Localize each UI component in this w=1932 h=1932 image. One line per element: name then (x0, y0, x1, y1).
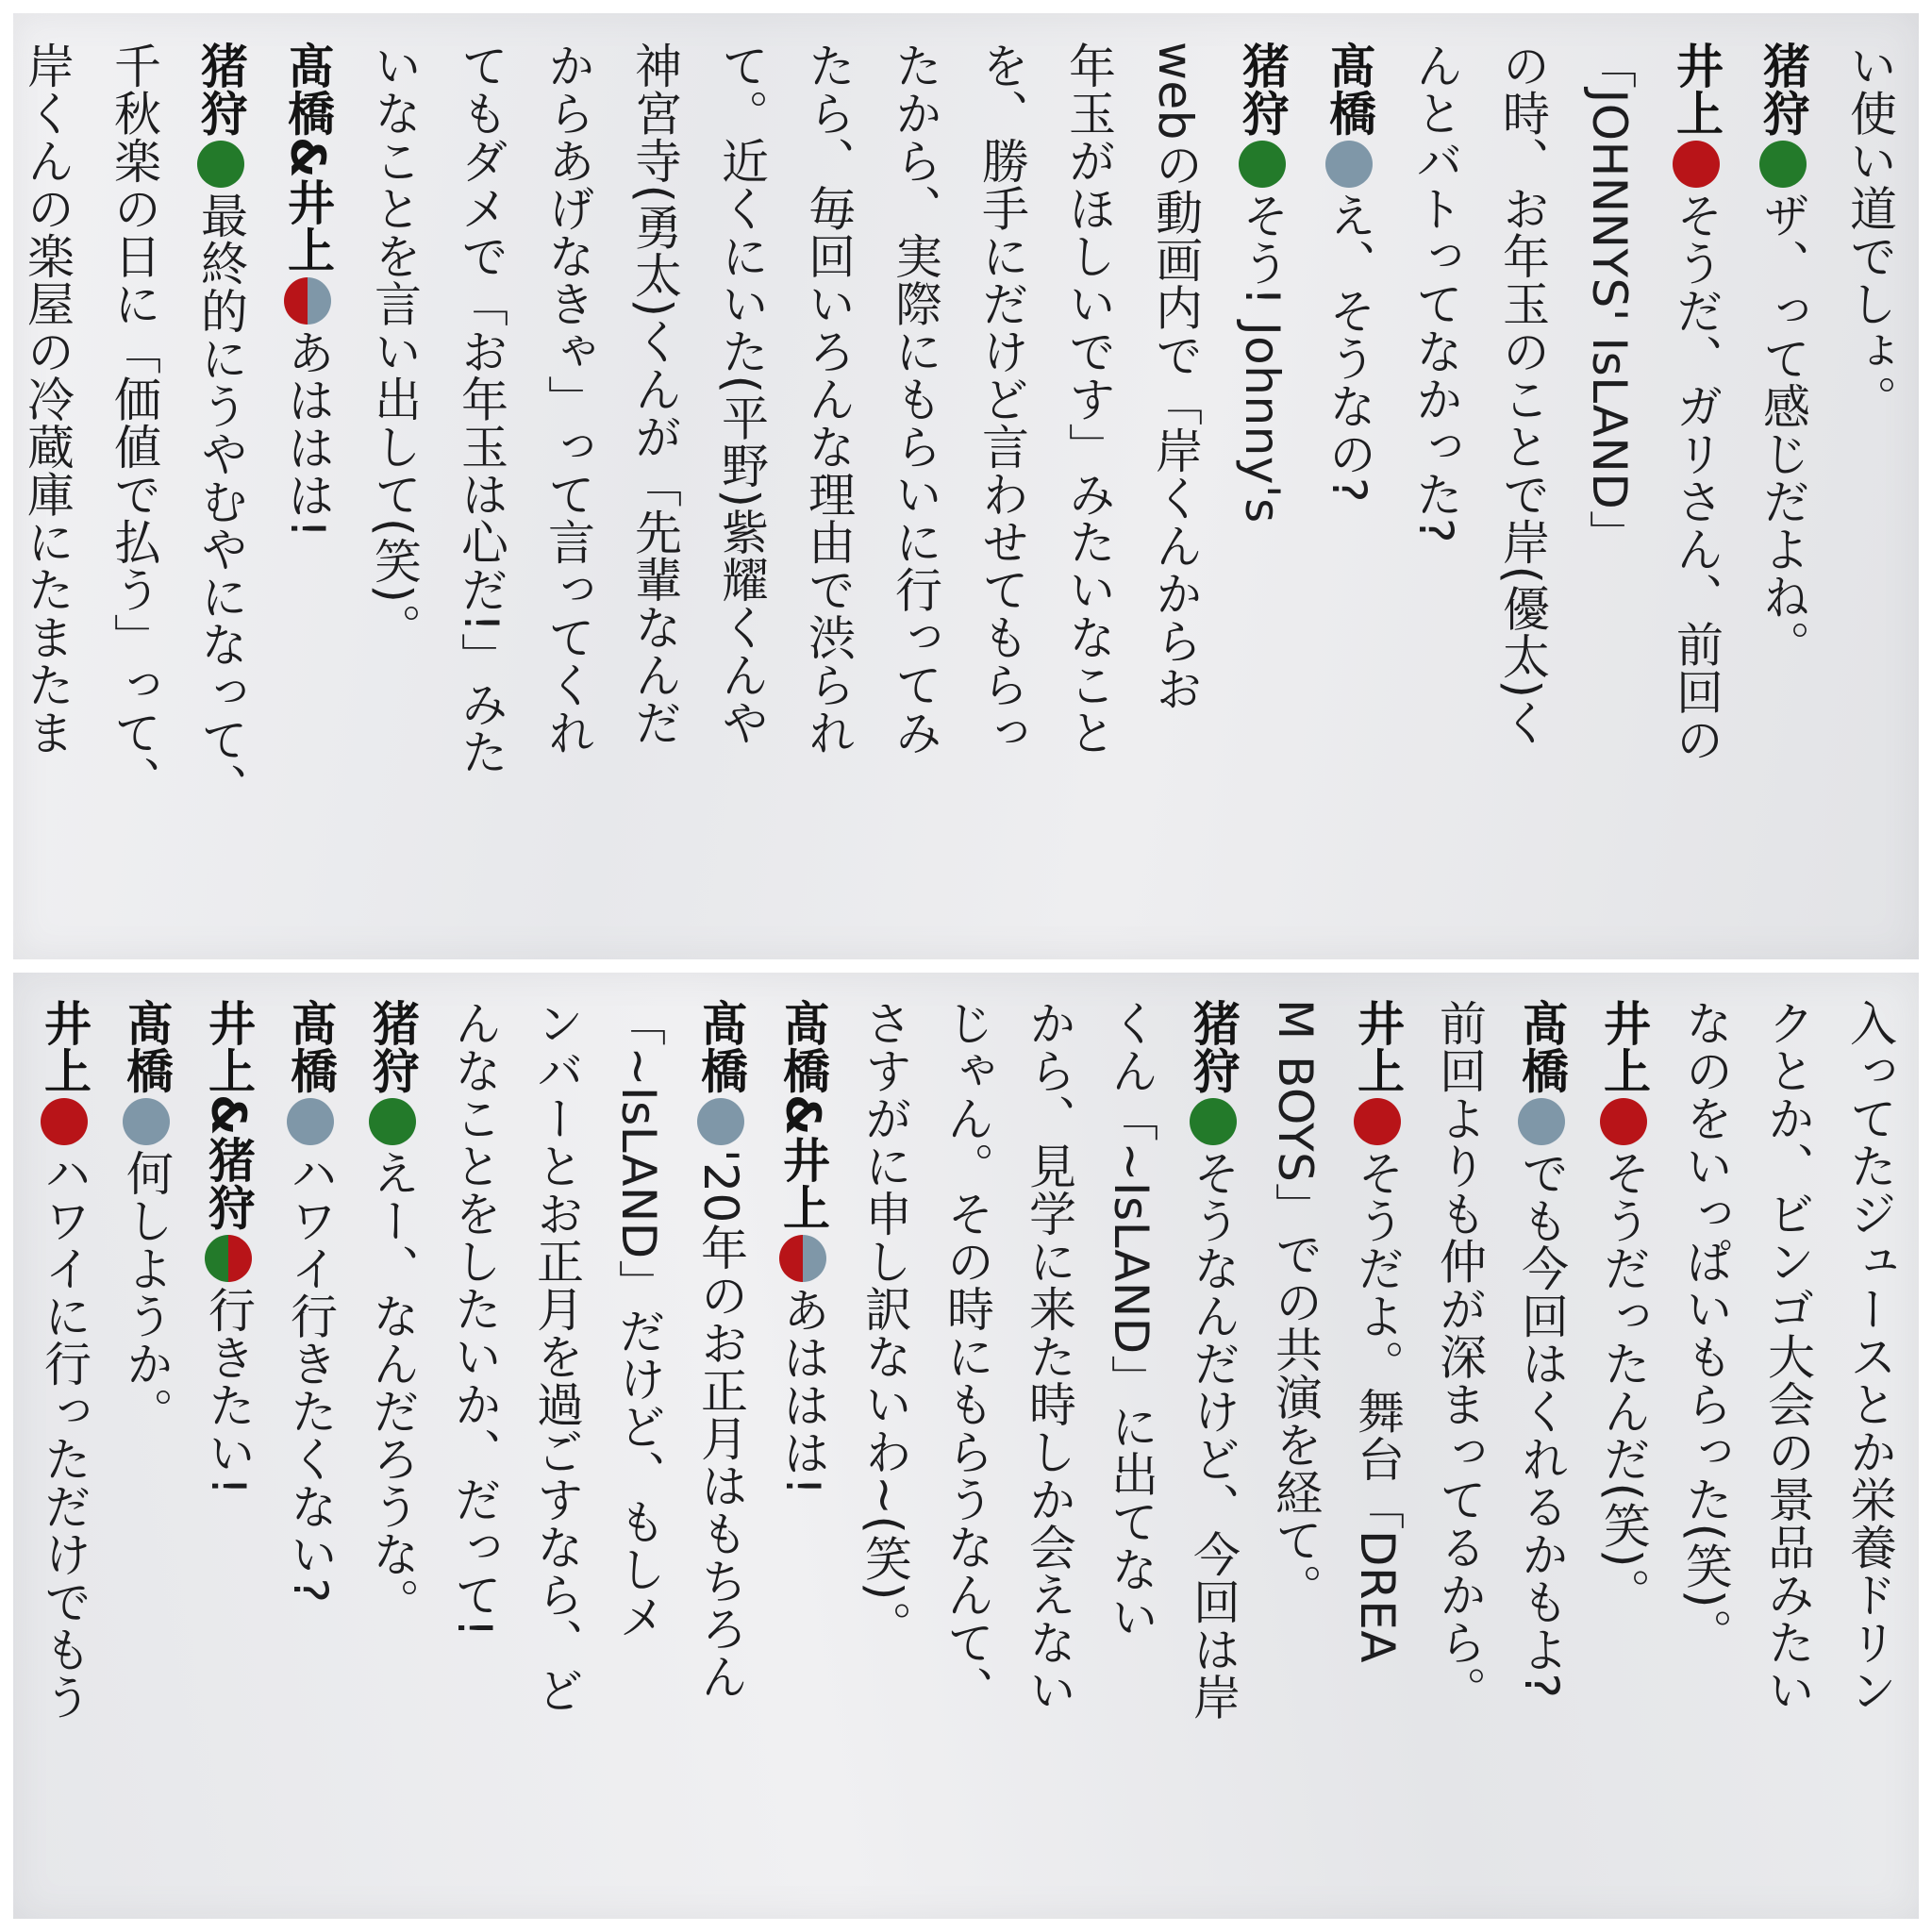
dialogue-line-speaker (759, 999, 846, 1496)
line-text: じゃん。その時にもらうなんて、 (940, 999, 994, 1714)
speaker-name: 髙橋 (283, 999, 338, 1094)
dialogue-line (431, 999, 518, 1638)
line-text: クとか、ビンゴ大会の景品みたい (1760, 999, 1815, 1714)
line-text: そうなんだけど、今回は岸 (1186, 1149, 1241, 1721)
dialogue-line-speaker (267, 999, 354, 1604)
line-text: たから、実際にもらいに行ってみ (888, 42, 942, 757)
dialogue-line-speaker (1498, 999, 1585, 1699)
line-text: なのをいっぱいもらった(笑)。 (1678, 999, 1733, 1657)
dialogue-line (1566, 42, 1653, 558)
line-text: そうだ、ガリさん、前回の (1669, 192, 1724, 763)
speaker-gray-dot-icon (1518, 1098, 1565, 1145)
line-text: 「~IsLAND」だけど、もしメ (611, 999, 666, 1641)
speaker-name: 髙橋&井上 (280, 42, 335, 275)
line-text: '20年のお正月はもちろん (693, 1149, 748, 1700)
line-text: 岸くんの楽屋の冷蔵庫にたまたま (20, 42, 75, 757)
speaker-name: 井上&猪狩 (201, 999, 256, 1232)
line-text: え、そうなの? (1322, 192, 1376, 504)
line-text: M BOYS」での共演を経て。 (1268, 999, 1323, 1611)
dialogue-line (785, 42, 872, 757)
line-text: 「JOHNNYS' IsLAND」 (1582, 42, 1637, 558)
line-text: を、勝手にだけど言わせてもらっ (974, 42, 1029, 757)
dialogue-line (513, 999, 600, 1714)
dialogue-line (1252, 999, 1339, 1611)
dialogue-line-speaker (1306, 42, 1392, 503)
dialogue-line (841, 999, 928, 1648)
speaker-red-dot-icon (1600, 1098, 1647, 1145)
dialogue-line (1744, 999, 1831, 1714)
line-text: てもダメで「お年玉は心だ!」みた (454, 42, 508, 776)
speaker-name: 猪狩 (1186, 999, 1241, 1094)
speaker-gray-dot-icon (123, 1098, 170, 1145)
line-text: 年玉がほしいです」みたいなこと (1061, 42, 1116, 757)
line-text: ンバーとお正月を過ごすなら、ど (529, 999, 584, 1714)
dialogue-line (438, 42, 525, 775)
dialogue-line (611, 42, 698, 746)
line-text: から、見学に来た時しか会えない (1022, 999, 1076, 1714)
speaker-red-dot-icon (41, 1098, 88, 1145)
line-text: 千秋楽の日に「価値で払う」って、 (107, 42, 161, 804)
speaker-name: 井上 (1669, 42, 1724, 137)
speaker-green-dot-icon (197, 141, 244, 188)
line-text: ハワイに行っただけでもう (37, 1149, 92, 1721)
dialogue-line (924, 999, 1010, 1714)
dialogue-line-speaker (677, 999, 764, 1700)
line-text: んとバトってなかった? (1408, 42, 1463, 544)
line-text: ザ、って感じだよね。 (1756, 192, 1810, 668)
line-text: さすがに申し訳ないわ~(笑)。 (858, 999, 912, 1649)
dialogue-line (1132, 42, 1219, 712)
line-text: webの動画内で「岸くんからお (1148, 42, 1203, 712)
speaker-name: 井上 (1350, 999, 1405, 1094)
dialogue-line (1416, 999, 1503, 1714)
speaker-name: 髙橋&井上 (775, 999, 830, 1232)
line-text: あははは! (775, 1286, 830, 1496)
line-text: 何しようか。 (119, 1149, 174, 1435)
dialogue-line (872, 42, 958, 757)
dialogue-line (1045, 42, 1132, 757)
line-text: 最終的にうやむやになって、 (193, 192, 248, 811)
speaker-green-dot-icon (1190, 1098, 1237, 1145)
dialogue-line-speaker (1740, 42, 1826, 668)
line-text: たら、毎回いろんな理由で渋られ (801, 42, 856, 757)
dialogue-line (1392, 42, 1479, 543)
dialogue-line (1826, 42, 1913, 423)
interview-clipping-top (13, 13, 1919, 959)
line-text: えー、なんだろうな。 (365, 1149, 420, 1625)
dialogue-line-speaker (1653, 42, 1740, 763)
dialogue-line (1006, 999, 1092, 1714)
speaker-green-red-dot-icon (205, 1235, 252, 1282)
interview-clipping-bottom (13, 973, 1919, 1919)
dialogue-line-speaker (349, 999, 436, 1625)
line-text: いなことを言い出して(笑)。 (367, 42, 422, 652)
dialogue-line-speaker (103, 999, 190, 1435)
dialogue-line (91, 42, 177, 804)
line-text: そう! Johnny's (1235, 192, 1290, 524)
line-text: でも今回はくれるかもよ? (1514, 1149, 1569, 1699)
speaker-green-dot-icon (369, 1098, 416, 1145)
speaker-name: 猪狩 (365, 999, 420, 1094)
dialogue-line-speaker (177, 42, 264, 811)
speaker-gray-dot-icon (697, 1098, 744, 1145)
line-text: い使い道でしょ。 (1842, 42, 1897, 423)
line-text: 行きたい! (201, 1286, 256, 1496)
dialogue-line (698, 42, 785, 746)
speaker-name: 髙橋 (1514, 999, 1569, 1094)
speaker-name: 髙橋 (693, 999, 748, 1094)
speaker-name: 猪狩 (1756, 42, 1810, 137)
line-text: 神宮寺(勇太)くんが「先輩なんだ (627, 42, 682, 747)
dialogue-line-speaker (264, 42, 351, 539)
dialogue-line (1662, 999, 1749, 1657)
line-text: からあげなきゃ」って言ってくれ (541, 42, 595, 757)
line-text: そうだよ。舞台「DREA (1350, 1149, 1405, 1664)
line-text: の時、お年玉のことで岸(優太)く (1495, 42, 1550, 747)
speaker-name: 井上 (1596, 999, 1651, 1094)
dialogue-line (595, 999, 682, 1641)
speaker-green-dot-icon (1759, 141, 1807, 188)
speaker-gray-dot-icon (287, 1098, 334, 1145)
dialogue-line-speaker (21, 999, 108, 1721)
line-text: 入ってたジュースとか栄養ドリン (1842, 999, 1897, 1714)
speaker-name: 猪狩 (1235, 42, 1290, 137)
line-text: くん「~IsLAND」に出てない (1104, 999, 1158, 1641)
dialogue-line (1479, 42, 1566, 746)
dialogue-line (351, 42, 438, 651)
dialogue-line (1088, 999, 1174, 1641)
dialogue-line-speaker (1219, 42, 1306, 524)
dialogue-line (13, 42, 91, 757)
line-text: て。近くにいた(平野)紫耀くんや (714, 42, 769, 747)
speaker-name: 猪狩 (193, 42, 248, 137)
speaker-green-dot-icon (1239, 141, 1286, 188)
speaker-name: 髙橋 (119, 999, 174, 1094)
dialogue-line (958, 42, 1045, 757)
dialogue-line-speaker (1170, 999, 1257, 1721)
speaker-red-dot-icon (1354, 1098, 1401, 1145)
dialogue-line-speaker (185, 999, 272, 1496)
line-text: あははは! (280, 328, 335, 539)
line-text: ハワイ行きたくない? (283, 1149, 338, 1604)
speaker-red-gray-dot-icon (284, 277, 331, 325)
dialogue-line (1826, 999, 1913, 1714)
dialogue-line (525, 42, 611, 757)
line-text: んなことをしたいか、だって! (447, 999, 502, 1639)
dialogue-line-speaker (1334, 999, 1421, 1663)
line-text: そうだったんだ(笑)。 (1596, 1149, 1651, 1616)
speaker-red-gray-dot-icon (779, 1235, 826, 1282)
dialogue-line-speaker (1580, 999, 1667, 1616)
speaker-red-dot-icon (1673, 141, 1720, 188)
speaker-gray-dot-icon (1325, 141, 1373, 188)
speaker-name: 髙橋 (1322, 42, 1376, 137)
line-text: 前回よりも仲が深まってるから。 (1432, 999, 1487, 1714)
speaker-name: 井上 (37, 999, 92, 1094)
